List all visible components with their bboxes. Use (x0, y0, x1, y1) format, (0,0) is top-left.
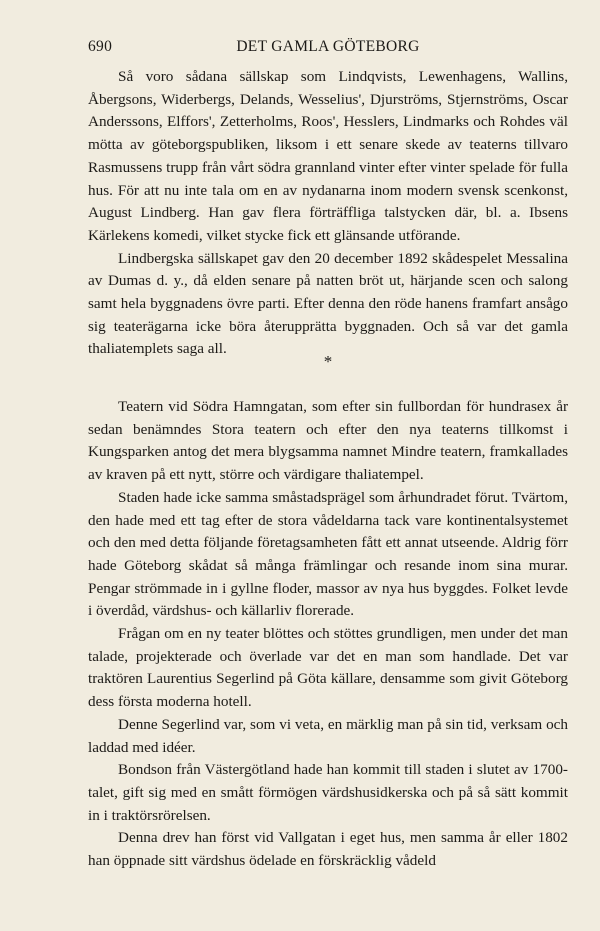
paragraph: Staden hade icke samma småstadsprägel som århundradet förut. Tvärtom, den hade med ett tag efter de stora vådeldarna tack vare kontinentalsystemet och den med detta följande företagsamheten fått ett annat utseende. Aldrig förr hade Göteborg skådat så många främlingar och resande inom sina murar. Pengar strömmade in i gyllne floder, massor av nya hus byggdes. Folket levde i överdåd, värdshus- och källarliv florerade. (88, 488, 568, 620)
paragraph: Denne Segerlind var, som vi veta, en märklig man på sin tid, verksam och laddad med idéer. (88, 715, 568, 756)
running-head: DET GAMLA GÖTEBORG (236, 38, 420, 55)
text-section-2 (88, 396, 568, 873)
paragraph: Frågan om en ny teater blöttes och stöttes grundligen, men under det man talade, projekterade och överlade var det en man som handlade. Det var traktören Laurentius Segerlind på Göta källare, densamme som givit Göteborg dess första moderna hotell. (88, 625, 568, 711)
paragraph: Teatern vid Södra Hamngatan, som efter sin fullbordan för hundrasex år sedan benämndes Stora teatern och efter den nya teaterns tillkomst i Kungsparken antog det mera blygsamma namnet Mindre teatern, framkallades av kraven på ett nytt, större och värdigare thaliatempel. (88, 398, 568, 484)
paragraph: Bondson från Västergötland hade han kommit till staden i slutet av 1700-talet, gift sig med en smått förmögen värdshusidkerska och på så sätt kommit in i traktörsrörelsen. (88, 761, 568, 824)
page-header (88, 38, 568, 58)
paragraph: Denna drev han först vid Vallgatan i eget hus, men samma år eller 1802 han öppnade sitt värdshus ödelade en förskräcklig vådeld (88, 829, 568, 870)
paragraph: Så voro sådana sällskap som Lindqvists, Lewenhagens, Wallins, Åbergsons, Widerbergs, Delands, Wesselius', Djurströms, Stjernströms, Oscar Anderssons, Elffors', Zetterholms, Roos', Hesslers, Lindmarks och Rohdes väl mötta av göteborgspubliken, liksom i ett senare skede av teaterns tillvaro Rasmussens trupp från vårt södra grannland vinter efter vinter spelade för fulla hus. För att nu inte tala om en av nydanarna inom modern svensk scenkonst, August Lindberg. Han gav flera förträffliga talstycken där, bl. a. Ibsens Kärlekens komedi, vilket stycke fick ett glänsande utförande. (88, 68, 568, 244)
text-section-1 (88, 66, 568, 361)
page-number: 690 (88, 38, 113, 55)
section-divider: * (323, 352, 333, 371)
paragraph: Lindbergska sällskapet gav den 20 december 1892 skådespelet Messalina av Dumas d. y., då elden senare på natten bröt ut, härjande scen och salong samt hela byggnadens övre parti. Efter denna den röde hanens framfart ansågo sig teaterägarna icke böra återupprätta byggnaden. Och så var det gamla thaliatemplets saga all. (88, 249, 568, 358)
